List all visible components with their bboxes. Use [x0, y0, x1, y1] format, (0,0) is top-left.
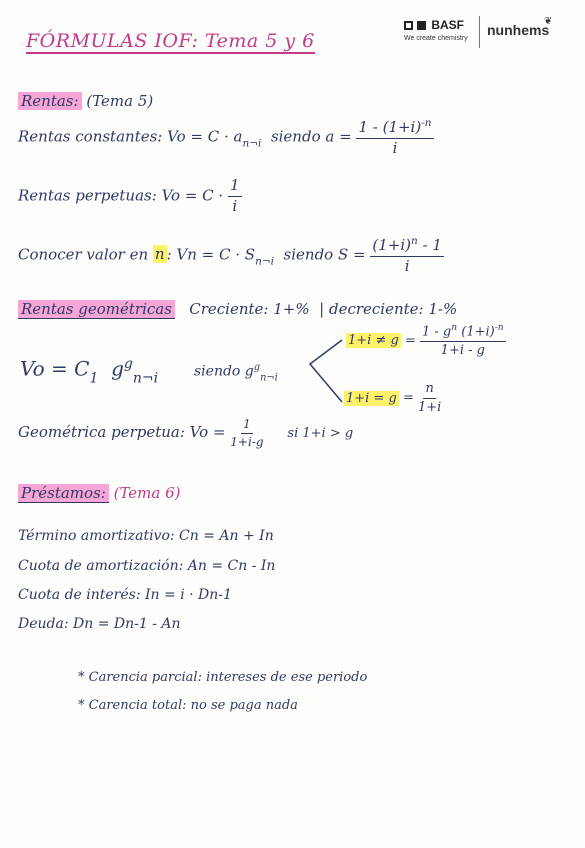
conocer-num-exp: n: [411, 235, 418, 247]
rentas-constantes-den: i: [392, 138, 398, 157]
basf-slogan: We create chemistry: [404, 35, 468, 42]
prestamos-line: Cuota de amortización: An = Cn - In: [18, 558, 276, 574]
geometricas-siendo-text: siendo g: [194, 363, 254, 380]
conocer-sub: n¬i: [255, 255, 274, 268]
geometricas-case1: [346, 324, 506, 358]
rentas-constantes-row: [18, 118, 434, 157]
geometricas-case1-eq: =: [404, 333, 416, 349]
carencia-note: * Carencia parcial: intereses de ese periodo: [78, 670, 368, 685]
geometricas-creciente: Creciente: 1+%: [189, 300, 310, 318]
geometricas-vo-row: [20, 356, 158, 387]
rentas-perpetuas-den: i: [232, 196, 238, 215]
geometrica-perpetua-num: 1: [241, 418, 253, 434]
leaf-icon: ❦: [544, 16, 553, 27]
conocer-label: Conocer valor en: [18, 245, 149, 264]
rentas-heading-note: (Tema 5): [86, 92, 154, 110]
page-title: [26, 30, 315, 52]
geometricas-case2: [344, 382, 441, 414]
brand-logos: [404, 16, 574, 50]
geometricas-case2-fraction: [418, 382, 441, 414]
rentas-perpetuas-num: 1: [228, 178, 242, 197]
geometricas-case1-num-sup: n: [451, 323, 458, 333]
prestamos-line: Cuota de interés: In = i · Dn-1: [18, 587, 232, 603]
geometricas-case1-num-mid: (1+i): [457, 324, 495, 340]
conocer-formula: : Vn = C · S: [166, 245, 256, 264]
conocer-num: (1+i): [372, 236, 411, 254]
geometricas-case2-den: 1+i: [418, 399, 442, 415]
prestamos-line: Término amortizativo: Cn = An + In: [18, 528, 274, 544]
cases-brace-shape: [306, 340, 346, 410]
cases-brace: [306, 340, 346, 410]
geometrica-perpetua-den: 1+i-g: [230, 434, 264, 449]
prestamos-heading: [18, 484, 181, 502]
rentas-perpetuas-formula: Vo = C ·: [161, 186, 224, 205]
geometricas-case1-num-exp: -n: [494, 323, 504, 333]
basf-logo: [404, 18, 464, 32]
rentas-constantes-fraction: [356, 118, 433, 157]
geometricas-case1-den: 1+i - g: [440, 342, 485, 358]
geometricas-decreciente: | decreciente: 1-%: [319, 300, 458, 318]
conocer-valor-row: [18, 236, 444, 275]
prestamos-line: Deuda: Dn = Dn-1 - An: [18, 616, 181, 632]
conocer-num-post: - 1: [417, 236, 442, 254]
logo-divider: [479, 16, 480, 48]
geometricas-g-sup: g: [123, 356, 133, 372]
geometricas-vo: Vo = C: [20, 356, 90, 381]
geometricas-case1-cond: 1+i ≠ g: [348, 333, 399, 349]
geometrica-perpetua-label: Geométrica perpetua: Vo =: [18, 423, 226, 442]
geometrica-perpetua-fraction: [230, 418, 263, 448]
conocer-siendo: siendo S =: [283, 245, 366, 264]
rentas-heading: [18, 92, 153, 110]
geometricas-siendo-sup: g: [253, 362, 261, 373]
nunhems-logo: nunhems: [487, 22, 550, 38]
rentas-constantes-num-exp: -n: [421, 117, 432, 129]
geometricas-case2-num: n: [423, 382, 435, 399]
rentas-constantes-sub: n¬i: [242, 137, 262, 150]
basf-square-icon: [417, 21, 426, 30]
conocer-den: i: [404, 256, 410, 275]
page-title-text: FÓRMULAS IOF: Tema 5 y 6: [26, 30, 315, 52]
basf-logo-text: BASF: [431, 18, 465, 32]
geometrica-perpetua-cond: si 1+i > g: [287, 426, 354, 442]
geometricas-case2-eq: =: [402, 390, 414, 406]
rentas-perpetuas-row: [18, 178, 242, 215]
rentas-perpetuas-label: Rentas perpetuas:: [18, 186, 157, 205]
basf-square-outline-icon: [404, 21, 413, 30]
geometricas-vo-sub: 1: [89, 370, 99, 387]
prestamos-heading-note: (Tema 6): [113, 484, 181, 502]
geometricas-case1-fraction: [420, 324, 506, 358]
geometricas-g-sub: n¬i: [132, 370, 159, 387]
geometricas-heading: Rentas geométricas: [18, 300, 175, 319]
prestamos-heading-text: Préstamos:: [18, 484, 109, 503]
geometricas-case1-num-pre: 1 - g: [422, 324, 452, 340]
rentas-constantes-num: 1 - (1+i): [358, 118, 422, 136]
rentas-perpetuas-fraction: [228, 178, 242, 215]
rentas-constantes-siendo: siendo a =: [270, 127, 352, 146]
geometricas-siendo-sub: n¬i: [260, 372, 278, 384]
geometrica-perpetua-row: [18, 418, 353, 448]
conocer-highlight-n: n: [154, 245, 165, 264]
carencia-note: * Carencia total: no se paga nada: [78, 698, 298, 713]
rentas-constantes-formula: Vo = C · a: [167, 127, 243, 146]
conocer-fraction: [370, 236, 444, 275]
geometricas-g: g: [111, 356, 124, 381]
geometricas-siendo: [194, 362, 278, 384]
rentas-constantes-label: Rentas constantes:: [18, 127, 163, 146]
geometricas-case2-cond: 1+i = g: [346, 390, 397, 406]
geometricas-heading-row: [18, 300, 457, 318]
rentas-heading-text: Rentas:: [18, 92, 82, 110]
